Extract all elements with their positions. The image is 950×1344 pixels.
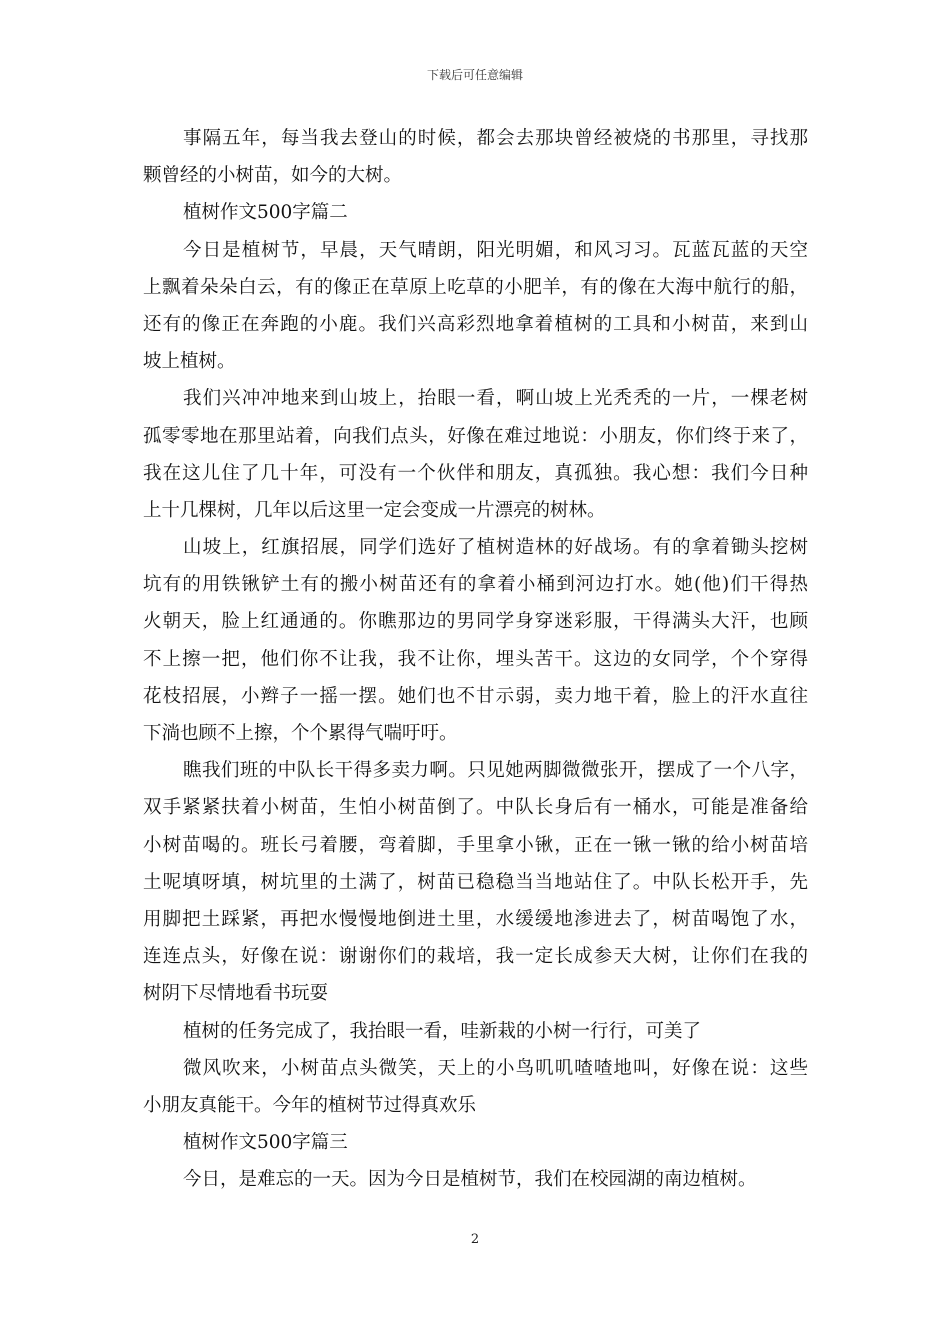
text-line: 树阴下尽情地看书玩耍 bbox=[143, 983, 329, 1005]
text-line: 土呢填呀填，树坑里的土满了，树苗已稳稳当当地站住了。中队长松开手，先 bbox=[143, 871, 808, 893]
text-line: 我们兴冲冲地来到山坡上，抬眼一看，啊山坡上光秃秃的一片，一棵老树 bbox=[183, 388, 808, 410]
text-line: 今日是植树节，早晨，天气晴朗，阳光明媚，和风习习。瓦蓝瓦蓝的天空 bbox=[183, 239, 808, 261]
text-line: 下淌也顾不上擦，个个累得气喘吁吁。 bbox=[143, 723, 458, 744]
text-line: 微风吹来，小树苗点头微笑，天上的小鸟叽叽喳喳地叫，好像在说：这些 bbox=[183, 1057, 808, 1079]
text-line: 坡上植树。 bbox=[143, 351, 236, 373]
text-line: 坑有的用铁锹铲土有的搬小树苗还有的拿着小桶到河边打水。她(他)们干得热 bbox=[143, 574, 808, 596]
document-body bbox=[143, 120, 808, 1198]
text-line: 双手紧紧扶着小树苗，生怕小树苗倒了。中队长身后有一桶水，可能是准备给 bbox=[143, 797, 808, 819]
text-line: 今日，是难忘的一天。因为今日是植树节，我们在校园湖的南边植树。 bbox=[183, 1169, 757, 1191]
text-line: 还有的像正在奔跑的小鹿。我们兴高彩烈地拿着植树的工具和小树苗，来到山 bbox=[143, 313, 808, 335]
text-line: 植树作文500字篇二 bbox=[183, 202, 348, 224]
page-header: 下载后可任意编辑 bbox=[426, 68, 523, 82]
text-line: 颗曾经的小树苗，如今的大树。 bbox=[143, 165, 403, 187]
text-line: 火朝天，脸上红通通的。你瞧那边的男同学身穿迷彩服，干得满头大汗，也顾 bbox=[143, 611, 808, 633]
text-line: 我在这儿住了几十年，可没有一个伙伴和朋友，真孤独。我心想：我们今日种 bbox=[143, 462, 808, 484]
text-line: 用脚把土踩紧，再把水慢慢地倒进土里，水缓缓地渗进去了，树苗喝饱了水， bbox=[143, 908, 808, 930]
text-line: 上十几棵树，几年以后这里一定会变成一片漂亮的树林。 bbox=[143, 499, 606, 521]
text-line: 连连点头，好像在说：谢谢你们的栽培，我一定长成参天大树，让你们在我的 bbox=[143, 946, 808, 968]
text-line: 事隔五年，每当我去登山的时候，都会去那块曾经被烧的书那里，寻找那 bbox=[183, 128, 808, 149]
text-line: 孤零零地在那里站着，向我们点头，好像在难过地说：小朋友，你们终于来了， bbox=[143, 425, 808, 447]
text-line: 瞧我们班的中队长干得多卖力啊。只见她两脚微微张开，摆成了一个八字， bbox=[183, 760, 808, 782]
text-line: 小朋友真能干。今年的植树节过得真欢乐 bbox=[143, 1094, 477, 1116]
text-line: 山坡上，红旗招展，同学们选好了植树造林的好战场。有的拿着锄头挖树 bbox=[183, 537, 808, 559]
text-line: 上飘着朵朵白云，有的像正在草原上吃草的小肥羊，有的像在大海中航行的船， bbox=[143, 276, 808, 298]
text-line: 不上擦一把，他们你不让我，我不让你，埋头苦干。这边的女同学，个个穿得 bbox=[143, 648, 808, 670]
page-number: 2 bbox=[470, 1232, 480, 1247]
text-line: 小树苗喝的。班长弓着腰，弯着脚，手里拿小锹，正在一锹一锹的给小树苗培 bbox=[143, 834, 808, 856]
text-line: 花枝招展，小辫子一摇一摆。她们也不甘示弱，卖力地干着，脸上的汗水直往 bbox=[143, 685, 808, 707]
text-line: 植树的任务完成了，我抬眼一看，哇新栽的小树一行行，可美了 bbox=[183, 1020, 702, 1042]
text-line: 植树作文500字篇三 bbox=[183, 1132, 348, 1154]
